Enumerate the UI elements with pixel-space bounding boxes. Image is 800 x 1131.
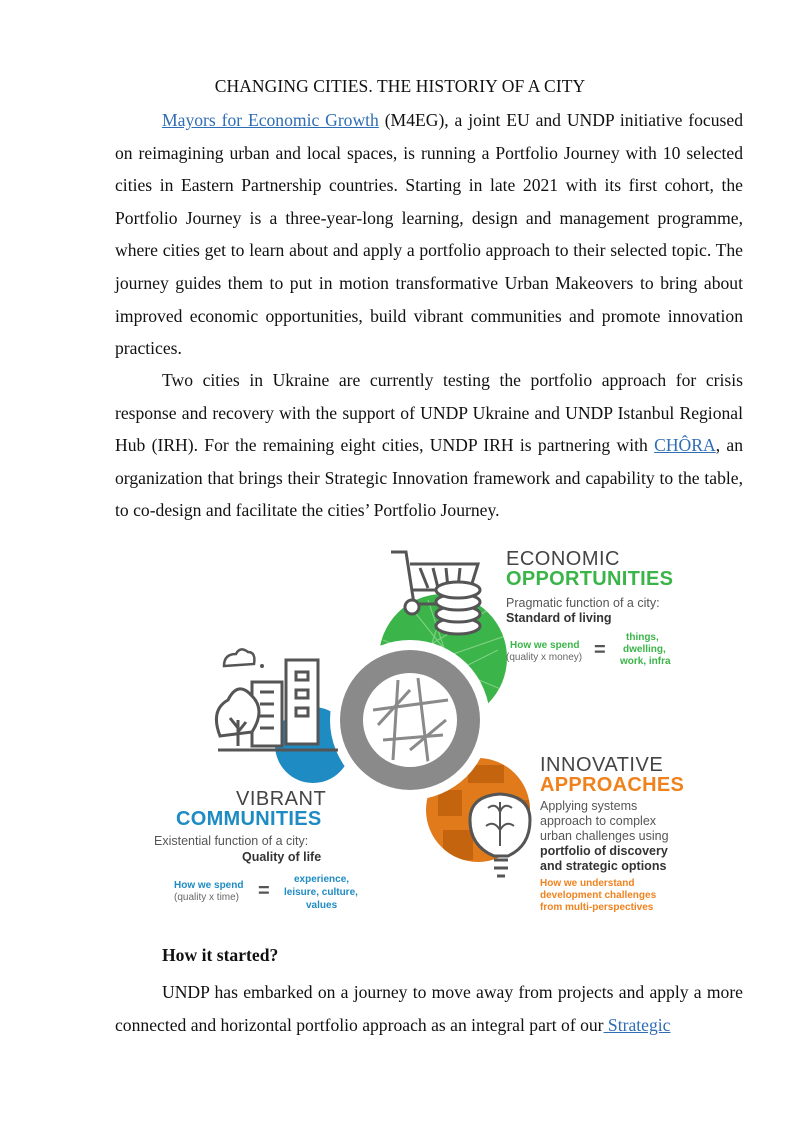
paragraph-started-text: UNDP has embarked on a journey to move away from projects and apply a more connected and horizontal portfolio approach as an integral part of our (115, 982, 743, 1035)
economic-title-thin: ECONOMIC (506, 548, 620, 570)
economic-equals: = (594, 639, 606, 661)
vibrant-equals: = (258, 880, 270, 902)
innovative-note2: development challenges (540, 890, 657, 901)
economic-desc2: Standard of living (506, 611, 612, 625)
coins-icon (436, 582, 480, 634)
innovative-note3: from multi-perspectives (540, 902, 654, 913)
vibrant-desc2: Quality of life (242, 850, 322, 864)
vibrant-result1: experience, (294, 874, 350, 885)
vibrant-title-bold: COMMUNITIES (176, 808, 322, 830)
vibrant-how: How we spend (174, 880, 244, 891)
vibrant-result3: values (306, 900, 338, 911)
innovative-note1: How we understand (540, 878, 635, 889)
cloud-icon (224, 649, 254, 666)
economic-result1: things, (626, 632, 659, 643)
innovative-desc4: portfolio of discovery (540, 844, 668, 858)
economic-desc1: Pragmatic function of a city: (506, 596, 660, 610)
innovative-desc1: Applying systems (540, 799, 638, 813)
economic-how: How we spend (510, 640, 580, 651)
economic-result2: dwelling, (623, 644, 666, 655)
vibrant-how-sub: (quality x time) (174, 892, 240, 903)
paragraph-ukraine-text-b: , an organization that brings their Strategic Innovation framework and capability to the table, to co-design and facilitate the cities’ Portfolio Journey. (115, 435, 744, 521)
chora-link[interactable]: CHÔRA (654, 435, 716, 456)
vibrant-title-thin: VIBRANT (236, 788, 327, 810)
vibrant-result2: leisure, culture, (284, 887, 358, 898)
lightbulb-brain-icon (470, 794, 530, 876)
portfolio-infographic (148, 540, 708, 930)
innovative-title-bold: APPROACHES (540, 774, 685, 796)
city-buildings-icon (252, 660, 318, 746)
page-title: CHANGING CITIES. THE HISTORIY OF A CITY (214, 76, 586, 96)
strategic-link[interactable]: Strategic (603, 1014, 671, 1035)
m4eg-link[interactable]: Mayors for Economic Growth (162, 110, 379, 130)
paragraph-intro-text: (M4EG), a joint EU and UNDP initiative focused on reimagining urban and local spaces, is running a Portfolio Journey with 10 selected cities in Eastern Partnership countries. Starting in late 2021 with its first cohort, the Portfolio Journey is a three-year-long learning, design and management programme, where cities get to learn about and apply a portfolio approach to their selected topic. The journey guides them to put in motion transformative Urban Makeovers to bring about improved economic opportunities, build vibrant communities and promote innovation practices. (115, 110, 743, 359)
paragraph-ukraine (115, 364, 743, 527)
paragraph-intro (115, 104, 743, 365)
innovative-desc2: approach to complex (540, 814, 657, 828)
cart-wheel-icon (405, 600, 419, 614)
paragraph-started (115, 976, 743, 1041)
innovative-desc5: and strategic options (540, 859, 667, 873)
vibrant-desc1: Existential function of a city: (154, 834, 309, 848)
section-heading: How it started? (162, 945, 279, 965)
economic-result3: work, infra (620, 656, 671, 667)
economic-title-bold: OPPORTUNITIES (506, 568, 674, 590)
paragraph-ukraine-text-a: Two cities in Ukraine are currently testing the portfolio approach for crisis response and recovery with the support of UNDP Ukraine and UNDP Istanbul Regional Hub (IRH). For the remaining eight cities, UNDP IRH is partnering with (115, 370, 743, 456)
city-map-icon (330, 640, 490, 800)
innovative-title-thin: INNOVATIVE (540, 754, 664, 776)
economic-how-sub: (quality x money) (506, 652, 583, 663)
innovative-desc3: urban challenges using (540, 829, 669, 843)
